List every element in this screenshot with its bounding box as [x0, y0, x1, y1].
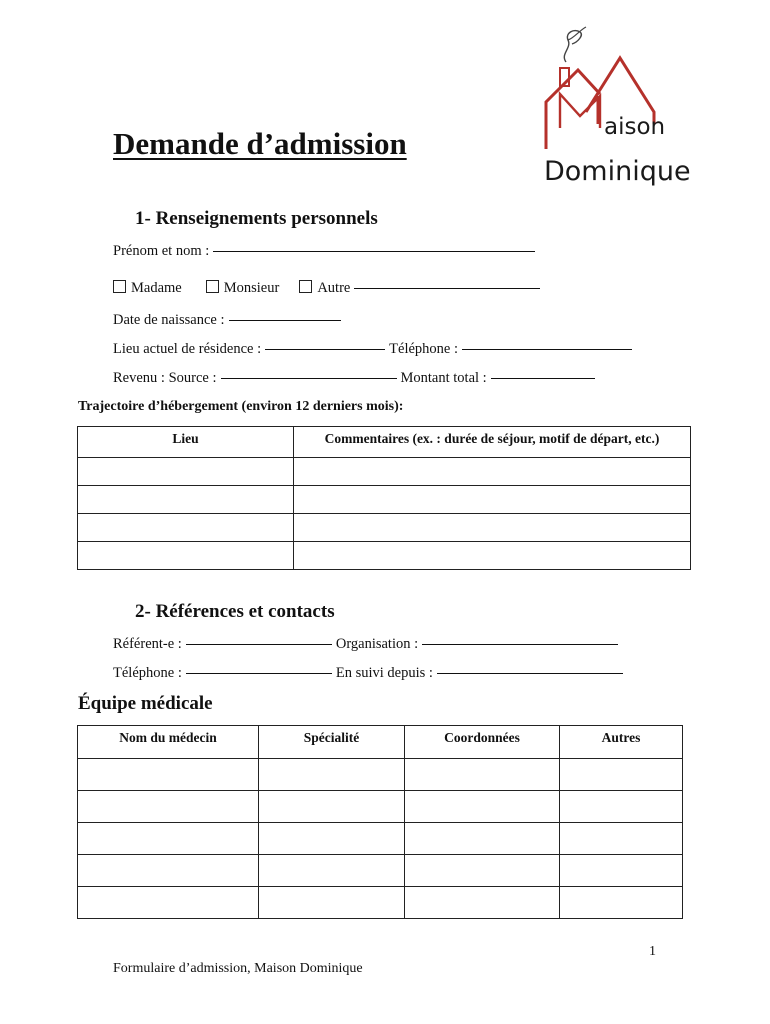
residence-row: [113, 341, 636, 358]
organisation-label: Organisation :: [335, 636, 419, 652]
table-cell[interactable]: [259, 759, 405, 791]
revenu-label: Revenu : Source :: [113, 370, 217, 386]
col-nom-medecin-header: Nom du médecin: [78, 726, 259, 759]
table-row: [78, 514, 691, 542]
table-cell[interactable]: [78, 791, 259, 823]
table-cell[interactable]: [405, 887, 560, 919]
table-row: [78, 791, 683, 823]
civilite-row: [113, 279, 544, 297]
montant-field[interactable]: [491, 377, 595, 379]
maison-dominique-logo: [538, 24, 693, 192]
footer-text: Formulaire d’admission, Maison Dominique: [113, 961, 363, 976]
suivi-label: En suivi depuis :: [335, 665, 433, 681]
telephone2-row: [113, 665, 627, 682]
section2-heading: 2- Références et contacts: [135, 601, 335, 622]
table-cell[interactable]: [405, 823, 560, 855]
table-cell[interactable]: [259, 791, 405, 823]
equipe-table: [77, 725, 683, 919]
revenu-source-field[interactable]: [221, 377, 397, 379]
col-commentaires-header: Commentaires (ex. : durée de séjour, motif de départ, etc.): [294, 427, 691, 458]
prenom-nom-field[interactable]: [213, 250, 535, 252]
col-autres-header: Autres: [560, 726, 683, 759]
table-cell[interactable]: [560, 823, 683, 855]
table-row: [78, 855, 683, 887]
table-cell[interactable]: [560, 759, 683, 791]
referent-field[interactable]: [186, 643, 332, 645]
date-naissance-label: Date de naissance :: [113, 312, 225, 328]
madame-checkbox[interactable]: [113, 279, 182, 297]
table-row: [78, 823, 683, 855]
table-cell[interactable]: [259, 823, 405, 855]
table-cell[interactable]: [78, 759, 259, 791]
table-row: [78, 486, 691, 514]
date-naissance-field[interactable]: [229, 319, 341, 321]
col-lieu-header: Lieu: [78, 427, 294, 458]
table-cell[interactable]: [405, 791, 560, 823]
lieu-residence-label: Lieu actuel de résidence :: [113, 341, 262, 357]
date-naissance-row: [113, 312, 345, 329]
table-cell[interactable]: [294, 542, 691, 570]
suivi-field[interactable]: [437, 672, 623, 674]
referent-row: [113, 636, 622, 653]
table-row: [78, 887, 683, 919]
trajectoire-heading: Trajectoire d’hébergement (environ 12 derniers mois):: [78, 399, 404, 414]
monsieur-label: Monsieur: [223, 280, 280, 296]
table-cell[interactable]: [78, 887, 259, 919]
col-coordonnees-header: Coordonnées: [405, 726, 560, 759]
trajectoire-table: [77, 426, 691, 570]
telephone-field[interactable]: [462, 348, 632, 350]
table-cell[interactable]: [78, 486, 294, 514]
checkbox-box[interactable]: [299, 280, 312, 293]
prenom-nom-label: Prénom et nom :: [113, 243, 210, 259]
table-row: [78, 542, 691, 570]
table-cell[interactable]: [78, 823, 259, 855]
autre-label: Autre: [317, 280, 351, 296]
table-cell[interactable]: [78, 542, 294, 570]
page-title: Demande d’admission: [113, 126, 407, 161]
checkbox-box[interactable]: [113, 280, 126, 293]
table-cell[interactable]: [259, 855, 405, 887]
table-row: [78, 759, 683, 791]
table-cell[interactable]: [294, 514, 691, 542]
lieu-residence-field[interactable]: [265, 348, 385, 350]
telephone2-label: Téléphone :: [113, 665, 182, 681]
table-cell[interactable]: [294, 458, 691, 486]
table-cell[interactable]: [560, 791, 683, 823]
monsieur-checkbox[interactable]: [206, 279, 280, 297]
col-specialite-header: Spécialité: [259, 726, 405, 759]
table-cell[interactable]: [78, 458, 294, 486]
telephone-label: Téléphone :: [389, 341, 459, 357]
telephone2-field[interactable]: [186, 672, 332, 674]
madame-label: Madame: [131, 280, 182, 296]
table-cell[interactable]: [560, 887, 683, 919]
checkbox-box[interactable]: [206, 280, 219, 293]
referent-label: Référent-e :: [113, 636, 182, 652]
table-cell[interactable]: [78, 855, 259, 887]
autre-checkbox[interactable]: [299, 279, 350, 297]
table-header-row: [78, 726, 683, 759]
table-cell[interactable]: [405, 759, 560, 791]
revenu-row: [113, 370, 599, 387]
table-cell[interactable]: [560, 855, 683, 887]
page-number: 1: [649, 944, 656, 959]
section1-heading: 1- Renseignements personnels: [135, 208, 378, 229]
table-cell[interactable]: [294, 486, 691, 514]
table-header-row: [78, 427, 691, 458]
table-cell[interactable]: [405, 855, 560, 887]
montant-label: Montant total :: [400, 370, 487, 386]
equipe-heading: Équipe médicale: [78, 693, 213, 714]
logo-line1: aison: [604, 114, 666, 140]
logo-line2: Dominique: [544, 156, 691, 187]
organisation-field[interactable]: [422, 643, 618, 645]
table-row: [78, 458, 691, 486]
table-cell[interactable]: [259, 887, 405, 919]
prenom-nom-row: [113, 243, 539, 260]
autre-field[interactable]: [354, 287, 540, 289]
table-cell[interactable]: [78, 514, 294, 542]
